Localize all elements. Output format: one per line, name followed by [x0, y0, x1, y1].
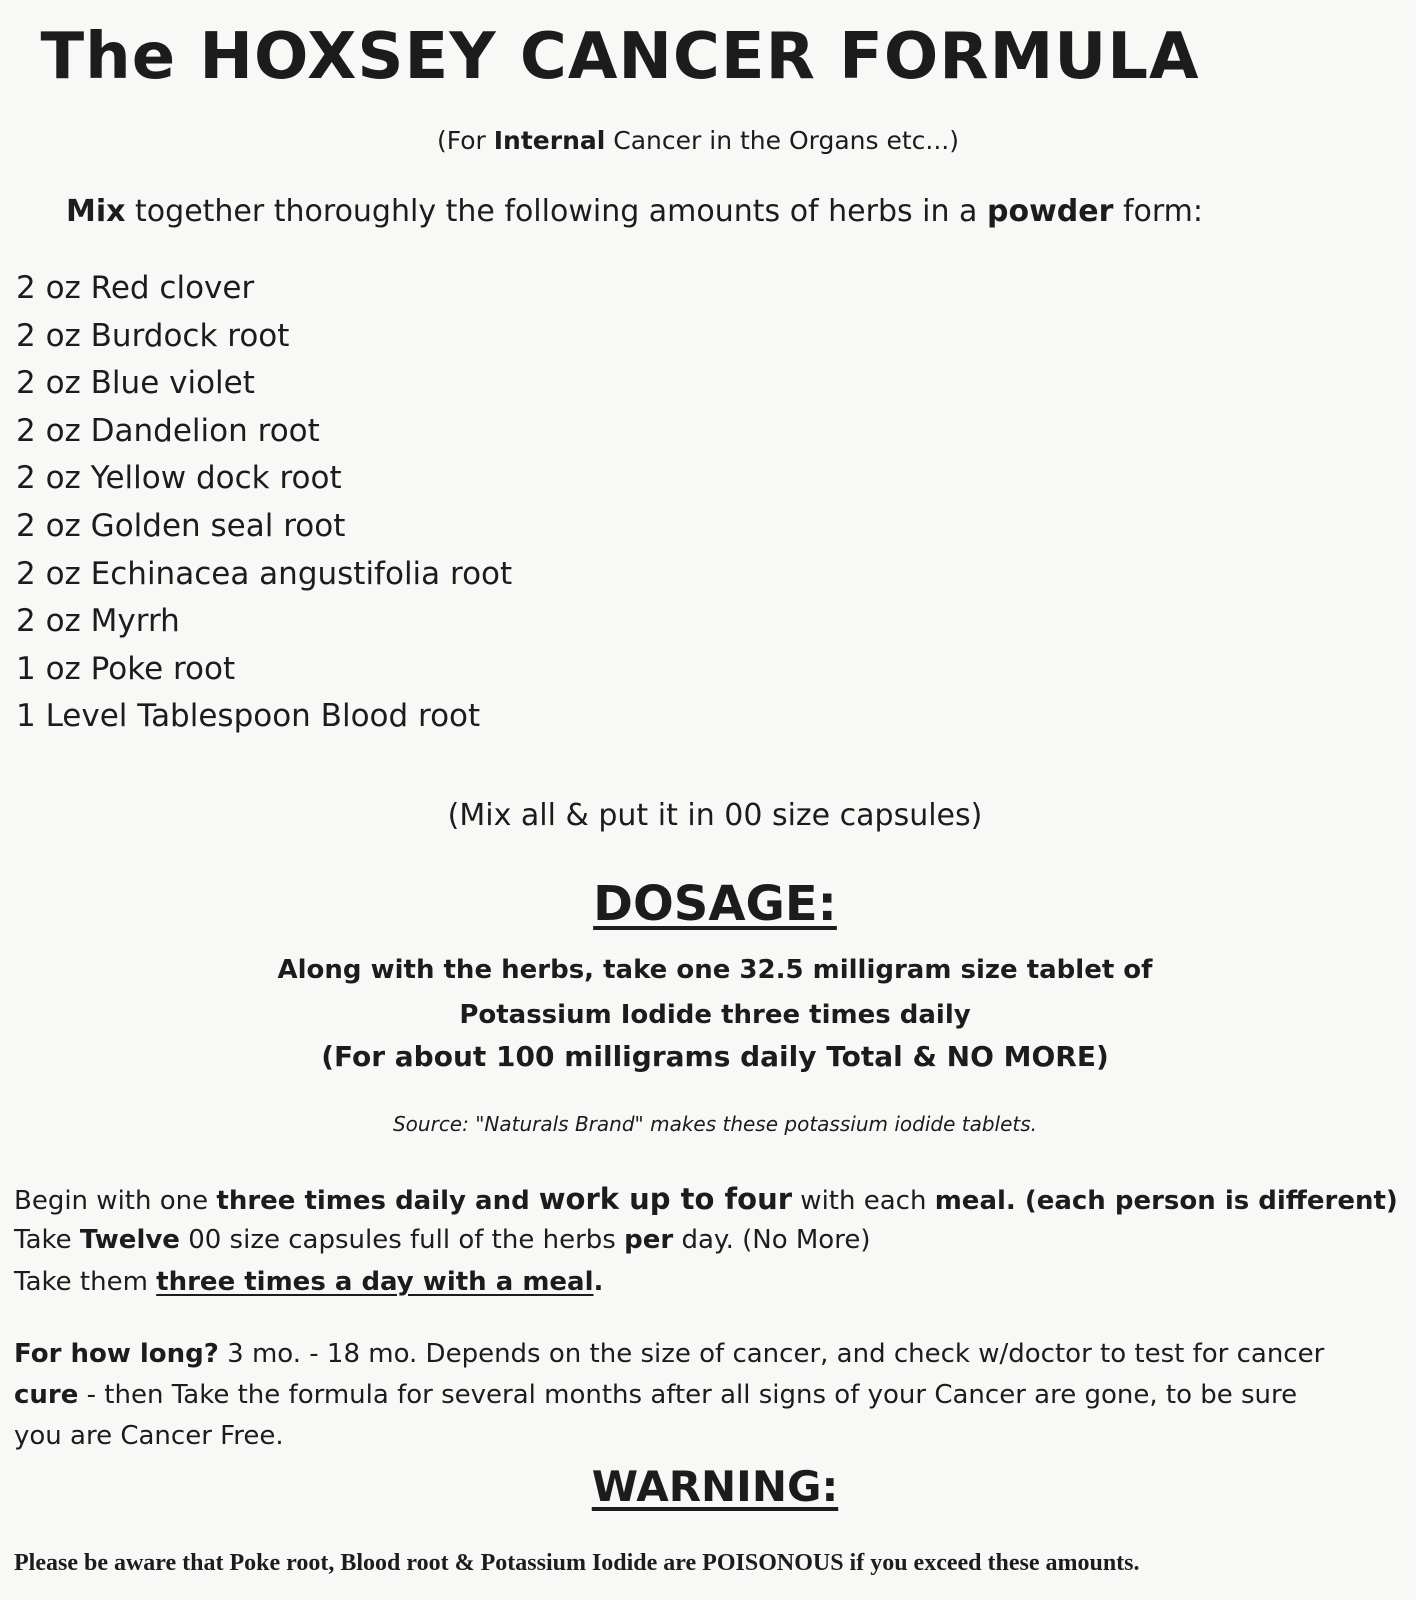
- instruction-line-3: [14, 1267, 603, 1297]
- instruction-line-1: [14, 1182, 1398, 1216]
- herb-item: 2 oz Red clover: [16, 270, 255, 306]
- dosage-line-3: (For about 100 milligrams daily Total & NO MORE): [321, 1040, 1109, 1073]
- source-note: Source: "Naturals Brand" makes these potassium iodide tablets.: [392, 1112, 1038, 1136]
- warning-heading: WARNING:: [591, 1462, 839, 1511]
- intro-bold-powder: powder: [986, 194, 1114, 229]
- dosage-line-1: Along with the herbs, take one 32.5 milligram size tablet of: [277, 955, 1153, 985]
- text-span: Take them: [14, 1267, 157, 1297]
- herb-item: 2 oz Burdock root: [16, 317, 290, 354]
- intro-bold-mix: Mix: [66, 194, 126, 229]
- text-span: 00 size capsules full of the herbs: [179, 1225, 625, 1255]
- subtitle-bold: Internal: [493, 126, 606, 155]
- subtitle-text-end: Cancer in the Organs etc...): [605, 126, 960, 155]
- duration-line-3: you are Cancer Free.: [14, 1421, 284, 1451]
- herb-item: 1 oz Poke root: [16, 650, 236, 687]
- herb-item: 2 oz Myrrh: [16, 603, 180, 640]
- intro-text-end: form:: [1113, 194, 1203, 229]
- bold-span: cure: [14, 1380, 79, 1410]
- underlined-span: three times a day with a meal: [156, 1267, 594, 1297]
- bold-span: per: [624, 1225, 674, 1255]
- subtitle-text: (For: [436, 126, 494, 155]
- text-span: - then Take the formula for several months after all signs of your Cancer are gone, to be sure: [78, 1380, 1298, 1410]
- bold-span: Twelve: [79, 1225, 180, 1255]
- duration-line-2: [14, 1380, 1297, 1410]
- bold-span: .: [593, 1267, 604, 1297]
- page-title: The HOXSEY CANCER FORMULA: [40, 20, 1200, 94]
- warning-text: Please be aware that Poke root, Blood root & Potassium Iodide are POISONOUS if you exceed these amounts.: [14, 1550, 1140, 1576]
- dosage-heading: DOSAGE:: [593, 876, 837, 932]
- subtitle: [0, 126, 1396, 155]
- herb-item: 2 oz Echinacea angustifolia root: [16, 555, 513, 592]
- herb-item: 2 oz Dandelion root: [16, 412, 320, 449]
- mix-note: (Mix all & put it in 00 size capsules): [447, 798, 983, 833]
- bold-span: three times daily and: [216, 1186, 539, 1216]
- text-span: with each: [792, 1186, 935, 1216]
- herb-item: 2 oz Blue violet: [16, 365, 255, 402]
- text-span: day. (No More): [673, 1225, 871, 1255]
- intro-text: together thoroughly the following amounts of herbs in a: [125, 194, 987, 229]
- text-span: Take: [14, 1225, 80, 1255]
- bold-span: meal. (each person is different): [934, 1186, 1398, 1216]
- duration-line-1: [14, 1339, 1324, 1369]
- text-span: Begin with one: [14, 1186, 217, 1216]
- dosage-line-2: Potassium Iodide three times daily: [459, 1000, 971, 1030]
- bold-span: For how long?: [14, 1339, 219, 1369]
- intro-instruction: [66, 194, 1203, 229]
- bold-span: work up to four: [538, 1182, 793, 1216]
- herb-item: 1 Level Tablespoon Blood root: [16, 698, 481, 735]
- text-span: 3 mo. - 18 mo. Depends on the size of cancer, and check w/doctor to test for cancer: [218, 1339, 1325, 1369]
- herb-list: [16, 268, 512, 744]
- herb-item: 2 oz Golden seal root: [16, 507, 346, 544]
- instruction-line-2: [14, 1225, 870, 1255]
- herb-item: 2 oz Yellow dock root: [16, 460, 342, 497]
